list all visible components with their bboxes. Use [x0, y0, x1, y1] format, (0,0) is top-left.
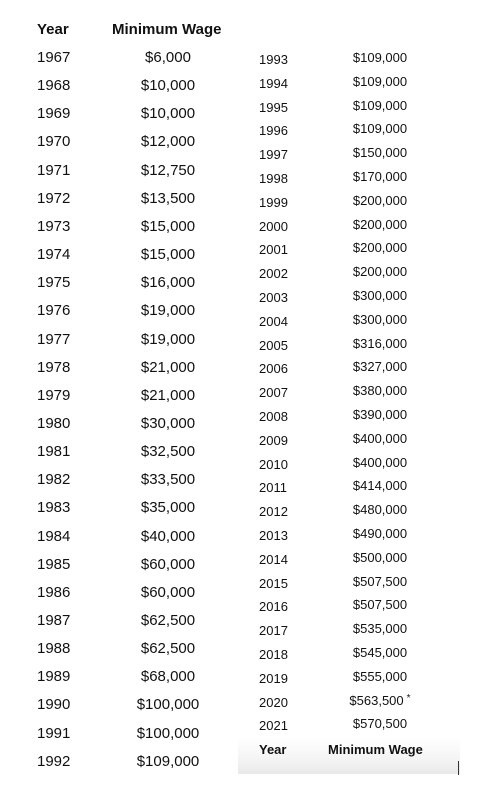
- right-row-year: 2021: [259, 718, 288, 733]
- left-row-wage: $60,000: [140, 556, 196, 573]
- left-row-wage: $60,000: [140, 584, 196, 601]
- left-row-year: 1986: [37, 584, 71, 601]
- right-row-wage: [338, 383, 422, 398]
- right-row-wage-value: $400,000: [352, 431, 408, 446]
- right-row-year: 2020: [259, 695, 288, 710]
- right-row-wage-value: $170,000: [352, 169, 408, 184]
- right-row-year: 2018: [259, 647, 288, 662]
- left-row-wage: $10,000: [140, 105, 196, 122]
- left-row-wage: $33,500: [140, 471, 196, 488]
- left-row-year: 1967: [37, 49, 71, 66]
- right-row-wage: [338, 669, 422, 684]
- text-cursor: [458, 761, 459, 775]
- right-row-wage: [338, 217, 422, 232]
- left-row-year: 1977: [37, 331, 71, 348]
- right-footer-year: Year: [259, 742, 287, 757]
- right-row-wage-value: $300,000: [352, 312, 408, 327]
- left-row-year: 1991: [37, 725, 71, 742]
- left-row-year: 1974: [37, 246, 71, 263]
- right-row-wage-value: $316,000: [352, 336, 408, 351]
- left-row-year: 1973: [37, 218, 71, 235]
- right-row-year: 2009: [259, 433, 288, 448]
- right-row-wage: [338, 526, 422, 541]
- left-row-wage: $35,000: [140, 499, 196, 516]
- left-header-year: Year: [37, 21, 69, 38]
- left-row-year: 1992: [37, 753, 71, 770]
- left-row-wage: $62,500: [140, 612, 196, 629]
- right-row-wage: [338, 74, 422, 89]
- right-row-year: 2013: [259, 528, 288, 543]
- right-row-year: 1999: [259, 195, 288, 210]
- left-row-wage: $100,000: [136, 696, 200, 713]
- right-row-wage: [338, 478, 422, 493]
- right-row-wage: [338, 693, 422, 708]
- right-row-wage: [338, 288, 422, 303]
- right-row-wage: [338, 240, 422, 255]
- right-row-year: 1993: [259, 52, 288, 67]
- right-row-wage-value: $535,000: [352, 621, 408, 636]
- right-row-year: 2012: [259, 504, 288, 519]
- right-row-wage-value: $200,000: [352, 240, 408, 255]
- right-row-wage-value: $507,500: [352, 597, 408, 612]
- left-row-wage: $32,500: [140, 443, 196, 460]
- left-row-year: 1984: [37, 528, 71, 545]
- right-row-wage-value: $555,000: [352, 669, 408, 684]
- right-row-wage-value: $150,000: [352, 145, 408, 160]
- right-row-wage-value: $109,000: [352, 98, 408, 113]
- right-row-wage-value: $490,000: [352, 526, 408, 541]
- right-row-year: 2016: [259, 599, 288, 614]
- left-row-wage: $12,000: [140, 133, 196, 150]
- right-row-year: 1994: [259, 76, 288, 91]
- right-row-year: 2000: [259, 219, 288, 234]
- right-row-wage-value: $200,000: [352, 193, 408, 208]
- left-row-wage: $15,000: [140, 218, 196, 235]
- left-row-wage: $13,500: [140, 190, 196, 207]
- right-row-year: 2003: [259, 290, 288, 305]
- left-row-year: 1970: [37, 133, 71, 150]
- right-row-wage: [338, 312, 422, 327]
- left-row-wage: $12,750: [140, 162, 196, 179]
- left-row-year: 1985: [37, 556, 71, 573]
- left-row-wage: $19,000: [140, 302, 196, 319]
- right-row-year: 1996: [259, 123, 288, 138]
- left-row-year: 1990: [37, 696, 71, 713]
- right-row-wage: [338, 621, 422, 636]
- left-row-year: 1978: [37, 359, 71, 376]
- left-row-year: 1980: [37, 415, 71, 432]
- left-row-year: 1972: [37, 190, 71, 207]
- footnote-asterisk: *: [406, 693, 411, 704]
- right-row-wage-value: $200,000: [352, 264, 408, 279]
- right-row-year: 1998: [259, 171, 288, 186]
- right-row-wage-value: $109,000: [352, 50, 408, 65]
- left-row-year: 1982: [37, 471, 71, 488]
- right-row-wage: [338, 145, 422, 160]
- left-row-year: 1975: [37, 274, 71, 291]
- right-row-year: 2011: [259, 480, 287, 495]
- right-row-wage: [338, 359, 422, 374]
- left-row-wage: $62,500: [140, 640, 196, 657]
- right-row-year: 2014: [259, 552, 288, 567]
- left-row-wage: $109,000: [136, 753, 200, 770]
- right-row-wage: [338, 455, 422, 470]
- right-row-wage: [338, 169, 422, 184]
- right-row-wage: [338, 716, 422, 731]
- left-row-year: 1983: [37, 499, 71, 516]
- left-row-wage: $21,000: [140, 359, 196, 376]
- right-row-year: 2008: [259, 409, 288, 424]
- right-row-wage-value: $480,000: [352, 502, 408, 517]
- right-row-wage: [338, 550, 422, 565]
- right-row-year: 2001: [259, 242, 288, 257]
- left-row-year: 1976: [37, 302, 71, 319]
- right-row-year: 2002: [259, 266, 288, 281]
- left-row-year: 1968: [37, 77, 71, 94]
- right-row-year: 2017: [259, 623, 288, 638]
- right-row-wage: [338, 431, 422, 446]
- right-row-wage-value: $545,000: [352, 645, 408, 660]
- right-row-wage-value: $400,000: [352, 455, 408, 470]
- right-row-wage-value: $563,500: [349, 693, 404, 708]
- right-row-wage-value: $327,000: [352, 359, 408, 374]
- left-row-wage: $100,000: [136, 725, 200, 742]
- right-row-wage: [338, 336, 422, 351]
- left-row-wage: $10,000: [140, 77, 196, 94]
- left-header-minimum-wage: Minimum Wage: [112, 21, 222, 38]
- left-row-year: 1969: [37, 105, 71, 122]
- right-row-wage-value: $380,000: [352, 383, 408, 398]
- right-row-wage-value: $414,000: [352, 478, 408, 493]
- right-row-wage: [338, 193, 422, 208]
- right-row-wage: [338, 50, 422, 65]
- left-row-wage: $19,000: [140, 331, 196, 348]
- right-row-year: 2004: [259, 314, 288, 329]
- left-row-year: 1979: [37, 387, 71, 404]
- right-row-wage-value: $200,000: [352, 217, 408, 232]
- right-row-year: 2007: [259, 385, 288, 400]
- right-row-wage-value: $300,000: [352, 288, 408, 303]
- left-row-wage: $16,000: [140, 274, 196, 291]
- left-row-year: 1981: [37, 443, 71, 460]
- left-row-year: 1971: [37, 162, 71, 179]
- left-row-year: 1988: [37, 640, 71, 657]
- right-row-wage-value: $390,000: [352, 407, 408, 422]
- right-row-year: 2005: [259, 338, 288, 353]
- left-row-wage: $30,000: [140, 415, 196, 432]
- left-row-wage: $15,000: [140, 246, 196, 263]
- right-row-wage-value: $500,000: [352, 550, 408, 565]
- right-row-year: 2019: [259, 671, 288, 686]
- right-row-wage: [338, 574, 422, 589]
- right-row-wage: [338, 98, 422, 113]
- left-row-wage: $40,000: [140, 528, 196, 545]
- right-footer-minimum-wage: Minimum Wage: [328, 742, 423, 757]
- right-row-wage: [338, 645, 422, 660]
- right-row-year: 1995: [259, 100, 288, 115]
- right-row-year: 2015: [259, 576, 288, 591]
- right-row-wage: [338, 264, 422, 279]
- right-row-wage-value: $507,500: [352, 574, 408, 589]
- right-row-year: 1997: [259, 147, 288, 162]
- right-row-wage-value: $570,500: [352, 716, 408, 731]
- right-row-wage-value: $109,000: [352, 121, 408, 136]
- left-row-year: 1989: [37, 668, 71, 685]
- right-row-year: 2006: [259, 361, 288, 376]
- right-row-wage: [338, 597, 422, 612]
- right-row-wage: [338, 502, 422, 517]
- left-row-year: 1987: [37, 612, 71, 629]
- left-row-wage: $6,000: [145, 49, 191, 66]
- left-row-wage: $68,000: [140, 668, 196, 685]
- right-row-year: 2010: [259, 457, 288, 472]
- right-row-wage: [338, 121, 422, 136]
- left-row-wage: $21,000: [140, 387, 196, 404]
- right-row-wage: [338, 407, 422, 422]
- right-row-wage-value: $109,000: [352, 74, 408, 89]
